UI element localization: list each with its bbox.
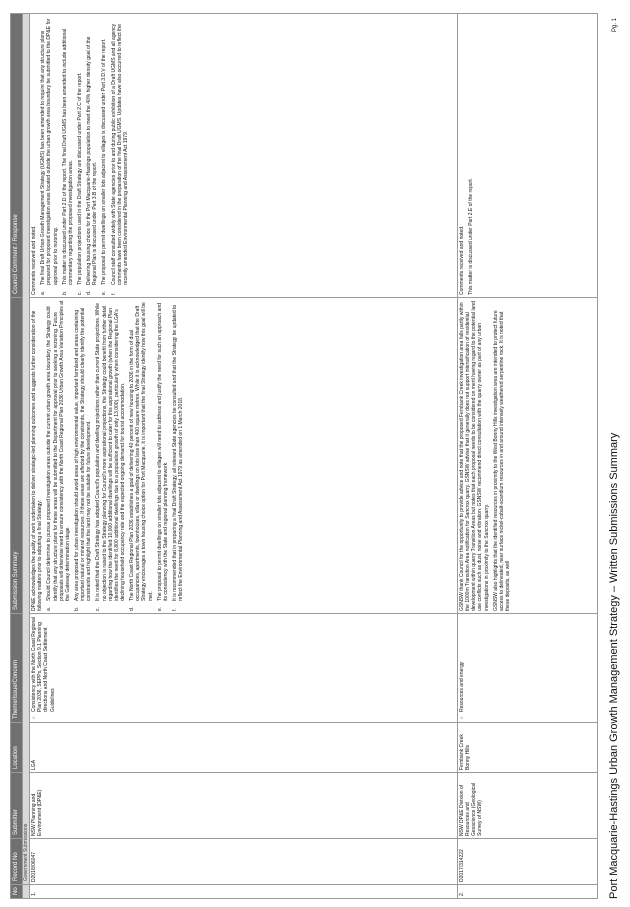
point-text: The population projections used in the Draft Strategy are discussed under Part 2.C of the report. <box>76 72 83 285</box>
point-label: e. <box>101 290 108 295</box>
summary-point <box>95 300 126 611</box>
group-row <box>23 14 30 899</box>
point-text: Any area proposed for urban investigation should avoid areas of high environmental value, important farmland and areas containing important natural or mineral resources. If these areas are affected by the constraints, the Strategy should clearly identify the potential constraints and highlight that the land may not be suitable for future development. <box>73 307 93 601</box>
response-point <box>62 16 74 295</box>
point-label: e. <box>156 606 163 611</box>
submitter: NSW Planning and Environment (DP&E) <box>30 773 458 839</box>
point-text: Council staff consulted widely with State agencies prior to and during public exhibition of a Draft UGMS and all agency comments have been considered in the preparation of the final Draft UGMS. Updates have also occurred to reflect the recently amended Environmental Planning and Assessment Act 1979. <box>110 23 129 285</box>
point-label: b. <box>61 290 68 295</box>
summary-paragraph: GSNSW thank Council for the opportunity to provide advice and note that the proposed Fernbank Creek investigation area falls partly within the 1000m Transition Area notification for Sancrox quarry. GSNSW advise that it generally does not support intensification of residential development within quarry Transition Areas but notes that each proposal needs to be considered on merit having regard to the potential land use conflicts such as dust, noise and vibration. GSNSW recommend direct consultation with the quarry owner as part of any urban investigations in proximity to the Sancrox quarry. <box>459 301 490 611</box>
location: LGA <box>30 723 458 773</box>
table-header-row <box>11 14 23 899</box>
theme-cell <box>458 614 598 723</box>
point-label: d. <box>129 606 136 611</box>
column-header-location: Location <box>11 723 23 773</box>
point-label: f. <box>171 608 178 611</box>
summary-cell <box>30 298 458 614</box>
table-row <box>458 14 598 899</box>
point-label: f. <box>110 292 117 295</box>
column-header-response: Council Comment / Response <box>11 14 23 298</box>
summary-point <box>172 300 184 611</box>
response-point <box>101 16 107 295</box>
response-point <box>111 16 129 295</box>
point-label: b. <box>73 606 80 611</box>
point-text: The proposal to permit dwellings on smaller lots adjacent to villages will need to address and justify the need for such an approach and its consistency with the State and regional planning framework. <box>156 303 169 601</box>
row-number: 2. <box>458 885 598 899</box>
point-text: The North Coast Regional Plan 2036 establishes a goal of delivering 40 percent of new housing to 2036 in the form of dual occupancies, apartments, townhouses, villas or dwellings on lots less than 400 square metres. While it is acknowledged that the Draft Strategy encourages a town housing choice option for Port Macquarie, it is important that the final Strategy identify how this goal will be met. <box>129 302 154 601</box>
point-label: a. <box>40 290 47 295</box>
theme-item: ○ Consistency with the North Coast Regional Plan 2036, SEPPs, Section 9.1 Planning directions and North Coast Settlement Guidelines <box>31 616 56 712</box>
submitter: NSW DP&E Division of Resources and Geoscience (Geological Survey of NSW) <box>458 773 598 839</box>
response-point <box>40 16 58 295</box>
row-number: 1. <box>30 885 458 899</box>
point-label: d. <box>86 290 93 295</box>
submissions-table <box>10 13 598 899</box>
point-label: c. <box>95 607 102 611</box>
summary-point <box>157 300 169 611</box>
record-number: D2018/06047 <box>30 839 458 885</box>
point-label: a. <box>46 606 53 611</box>
response-cell <box>458 14 598 298</box>
summary-point <box>46 300 71 611</box>
theme-cell <box>30 614 458 723</box>
summary-point <box>74 300 92 611</box>
summary-point <box>129 300 154 611</box>
response-point <box>86 16 98 295</box>
response-point <box>77 16 83 295</box>
point-text: It is noted that the Draft Strategy has adopted Council's population and dwelling projections rather than current State projections. While no objection is raised to the Strategy planning for Council's more aspirational projections, the Strategy could benefit from further detail regarding how the identified 10,000 additional dwellings will be sufficient to cater for this aspirational growth (when the Regional Plan identifies the need for 8,800 additional dwellings due to a population growth of only 13,000), particularly when considering the LGA's declining household occupancy rate and the expected ongoing demand for tourist accommodation. <box>95 302 126 601</box>
point-text: Should Council determine to pursue proposed investigation areas outside the current urban growth area boundary, the Strategy could identify that any structure plans for these areas will be submitted to the Department for approval prior to seeking a rezoning. Future proposals will otherwise need to ensure consistency with the North Coast Regional Plan 2036 Urban Growth Area Variation Principles at the Gateway determination stage. <box>46 300 71 601</box>
response-paragraph: Comments received and noted. <box>459 225 465 295</box>
record-number: D2017/314222 <box>458 839 598 885</box>
summary-paragraph: GSNSW also highlights that the identified resources in proximity to the West Bonny Hills investigation area are intended to protect future access to delineated, near surface nickel-cobalt-scandium resources in and around intensely weathered serpentine rock. It is noted that these deposits, as well <box>492 310 511 611</box>
column-header-theme: Theme/Issue/Concern <box>11 614 23 723</box>
page-number: Pg. 1 <box>612 17 618 32</box>
column-header-record-no: Record No <box>11 839 23 885</box>
summary-cell <box>458 298 598 614</box>
column-header-summary: Submission Summary <box>11 298 23 614</box>
column-header-submitter: Submitter <box>11 773 23 839</box>
point-text: This matter is discussed under Part 2.D of the report. The final Draft UGMS has been amended to include additional commentary regarding the proposed investigation areas. <box>61 28 74 285</box>
point-text: The proposal to permit dwellings on smaller lots adjacent to villages is discussed under Part 3.D.V of the report. <box>101 38 108 285</box>
point-text: The final Draft Urban Growth Management Strategy (UGMS) has been amended to require that any structure plans prepared for proposed investigation areas located outside the urban growth area boundary be submitted to the DP&E for approval prior to rezoning. <box>40 18 59 285</box>
response-paragraph: This matter is discussed under Part 2.E of the report. <box>468 178 475 295</box>
document-title: Port Macquarie-Hastings Urban Growth Management Strategy – Written Submissions Summary <box>608 432 620 899</box>
location: Fernbank Creek Bonny Hills <box>458 723 598 773</box>
response-cell <box>30 14 458 298</box>
table-row <box>30 14 458 899</box>
summary-intro: DP&E acknowledges the quality of work undertaken to deliver strategic-led planning outcomes and suggests further consideration of the following matters prior to adopting a final Strategy: <box>31 310 44 611</box>
theme-item: ○ Resources and energy <box>459 616 465 712</box>
point-label: c. <box>76 291 83 295</box>
column-header-no: No <box>11 885 23 899</box>
response-intro: Comments received and noted. <box>31 225 38 295</box>
point-text: Delivering housing choice for the Port Macquarie-Hastings population to meet the 40% higher density goal of the Regional Plan is discussed under Part 3.B of the report. <box>86 36 99 285</box>
point-text: It is recommended that in preparing a final Draft Strategy, all relevant State agencies be consulted and that the Strategy be updated to reflect the Environmental Planning and Assessment Act 1979 as amended on 1 March 2018. <box>171 304 185 601</box>
group-label: Government Submissions <box>23 14 30 885</box>
